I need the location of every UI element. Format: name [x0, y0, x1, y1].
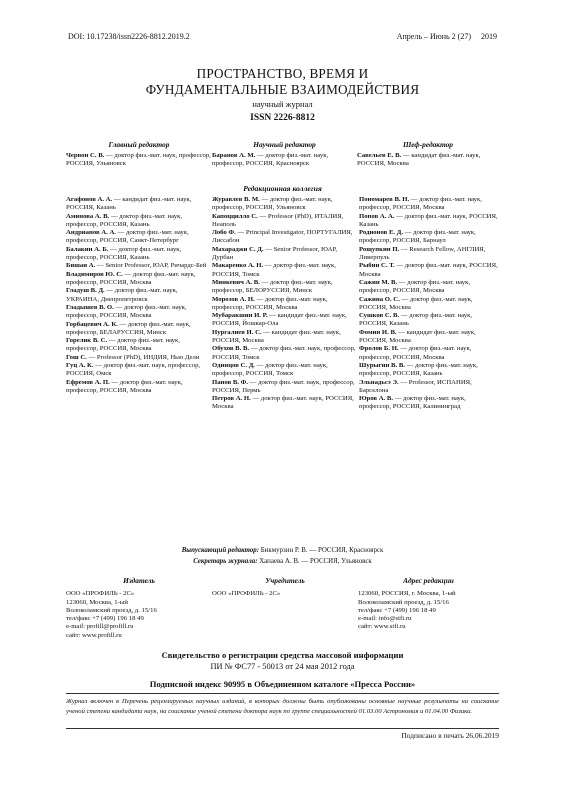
member-desc: — доктор физ.-мат. наук, профессор, РОССИЯ, Казань: [359, 361, 478, 378]
certificate-title: Свидетельство о регистрации средства массовой информации: [161, 650, 404, 660]
member-desc: — Professor, ИСПАНИЯ, Барселона: [359, 378, 472, 394]
board-member: [66, 196, 212, 213]
member-name: Фролов Б. Н.: [359, 345, 399, 353]
board-member: [66, 262, 212, 270]
member-name: Шурыгин В. В.: [359, 361, 405, 369]
member-name: Юров А. В.: [359, 395, 394, 403]
member-desc: — доктор физ.-мат. наук, профессор, РОССИЯ, Москва: [359, 345, 472, 361]
publisher-role: Издатель: [123, 576, 155, 585]
member-name: Рыбин С. Т.: [359, 262, 395, 270]
divider-top: [66, 693, 499, 694]
editor-desc: — кандидат физ.-мат. наук, РОССИЯ, Москва: [357, 152, 481, 168]
member-desc: — доктор физ.-мат. наук, профессор, БЕЛОРУССИЯ, Минск: [212, 278, 333, 295]
editorial-board: [66, 196, 499, 412]
board-member: [359, 246, 499, 263]
board-member: [212, 246, 359, 263]
member-name: Эльнадьсэ Э.: [359, 378, 399, 386]
exec-editor-label: Выпускающий редактор:: [181, 547, 259, 554]
member-desc: — доктор физ.-мат. наук, профессор, РОССИЯ, Москва: [66, 337, 180, 353]
board-member: [212, 362, 359, 379]
editor-desc: — доктор физ.-мат. наук, профессор, РОССИЯ, Ульяновск: [66, 152, 211, 168]
secretary-label: Секретарь журнала:: [193, 558, 258, 565]
journal-issn: ISSN 2226-8812: [250, 113, 315, 123]
member-desc: — доктор физ.-мат. наук, РОССИЯ, Томск: [212, 262, 336, 278]
member-name: Лобо Ф.: [212, 229, 236, 237]
member-desc: — доктор физ.-мат. наук, профессор, РОССИЯ, Казань: [66, 212, 183, 228]
member-desc: — кандидат физ.-мат. наук, РОССИЯ, Москва: [359, 328, 476, 344]
board-member: [212, 395, 359, 412]
board-member: [66, 362, 212, 379]
board-member: [212, 213, 359, 230]
member-desc: — доктор физ.-мат. наук, УКРАИНА, Днепропетровск: [66, 287, 178, 303]
board-member: [359, 229, 499, 246]
member-desc: — Research Fellow, АНГЛИЯ, Ливерпуль: [359, 245, 486, 262]
board-member: [359, 362, 499, 379]
board-member: [359, 213, 499, 230]
member-name: Гладуш В. Д.: [66, 287, 105, 295]
member-name: Махараджи С. Д.: [212, 245, 264, 253]
page-header: [68, 32, 497, 41]
member-name: Рощупкин П.: [359, 245, 400, 253]
member-desc: — доктор физ.-мат. наук, профессор, РОССИЯ, Москва: [66, 378, 183, 394]
secretary-value: Хапаева А. В. — РОССИЯ, Ульяновск: [257, 558, 372, 565]
founder-block: [212, 577, 358, 640]
board-member: [66, 337, 212, 354]
board-member: [359, 196, 499, 213]
member-desc: — доктор физ.-мат. наук, профессор, РОССИЯ, Пермь: [212, 378, 355, 394]
editor-role: Шеф-редактор: [402, 140, 453, 149]
address-email: e-mail: info@stfi.ru: [358, 615, 412, 623]
member-name: Морозов А. Н.: [212, 295, 255, 303]
member-desc: — доктор физ.-мат. наук, профессор, РОССИЯ, Москва: [359, 196, 482, 212]
member-name: Нургалиев И. С.: [212, 328, 262, 336]
member-desc: — Principal Investigator, ПОРТУГАЛИЯ, Лиссабон: [212, 229, 353, 245]
divider-bottom: [66, 728, 499, 729]
board-member: [66, 229, 212, 246]
publisher-block: [66, 577, 212, 640]
board-member: [212, 379, 359, 396]
board-member: [66, 213, 212, 230]
board-member: [66, 321, 212, 338]
board-member: [212, 345, 359, 362]
member-name: Бишаи А.: [66, 262, 96, 270]
address-line: тел/факс +7 (499) 196 18 49: [358, 606, 436, 614]
member-name: Сушков С. В.: [359, 312, 400, 320]
member-name: Обухов В. В.: [212, 345, 250, 353]
member-name: Андрианов А. А.: [66, 229, 116, 237]
member-desc: — доктор физ.-мат. наук, профессор, РОССИЯ, Томск: [212, 345, 356, 361]
member-desc: — доктор физ.-мат. наук, профессор, РОССИЯ, Москва: [212, 295, 328, 311]
board-member: [66, 304, 212, 321]
member-desc: — доктор физ.-мат. наук, профессор, РОССИЯ, Томск: [212, 361, 328, 378]
editors-row: [66, 140, 499, 169]
board-member: [359, 345, 499, 362]
board-member: [66, 379, 212, 396]
science-editor: [212, 140, 357, 169]
exec-editor-value: Бикмурзин Р. В. — РОССИЯ, Красноярск: [259, 547, 384, 554]
member-desc: — кандидат физ.-мат. наук, РОССИЯ, Йошкар-Ола: [212, 312, 347, 328]
member-desc: — доктор физ.-мат. наук, профессор, РОССИЯ, Калининград: [359, 395, 466, 411]
board-column-3: [359, 196, 499, 412]
publisher-line: 123060, Москва, 1-ый: [66, 598, 128, 606]
chief-editor: [357, 140, 499, 169]
vak-note: Журнал включен в Перечень рецензируемых научных изданий, в которых должны быть опубликованы основные научные результаты на соискание ученой степени кандидата наук, на соискание ученой степени доктора наук по группе специальностей 01.03.00 Астрономия и 01.04.00 Физика.: [66, 698, 499, 715]
board-member: [359, 379, 499, 396]
editor-name: Савельев Е. В.: [357, 152, 402, 159]
editor-in-chief: [66, 140, 212, 169]
publishing-info: [66, 577, 499, 640]
board-member: [359, 279, 499, 296]
board-member: [359, 312, 499, 329]
member-desc: — доктор физ.-мат. наук, профессор, РОССИЯ, Ульяновск: [212, 196, 333, 212]
member-name: Ефремов А. П.: [66, 378, 110, 386]
board-column-1: [66, 196, 212, 412]
member-name: Сажин М. В.: [359, 278, 398, 286]
member-name: Владимиров Ю. С.: [66, 270, 123, 278]
board-member: [212, 196, 359, 213]
member-name: Горбацевич А. К.: [66, 320, 118, 328]
founder-role: Учредитель: [265, 576, 305, 585]
doi-text: DOI: 10.17238/issn2226-8812.2019.2: [68, 32, 190, 41]
member-name: Панов В. Ф.: [212, 378, 249, 386]
member-desc: — кандидат физ.-мат. наук, РОССИЯ, Москва: [212, 328, 341, 344]
editor-entry: [357, 152, 499, 169]
member-desc: — доктор физ.-мат. наук, профессор, БЕЛАРУССИЯ, Минск: [66, 320, 191, 336]
board-member: [212, 262, 359, 279]
member-name: Капоццилло С.: [212, 212, 258, 220]
address-line: Волоколамский проезд, д. 15/16: [358, 598, 449, 606]
address-block: [358, 577, 499, 640]
member-desc: — доктор физ.-мат. наук, РОССИЯ, Казань: [359, 312, 472, 328]
member-desc: — Senior Professor, ЮАР, Дурбан: [212, 245, 338, 262]
editor-entry: [66, 152, 212, 169]
journal-title-line2: ФУНДАМЕНТАЛЬНЫЕ ВЗАИМОДЕЙСТВИЯ: [145, 82, 420, 97]
member-name: Гуц А. К.: [66, 362, 94, 370]
member-desc: — доктор физ.-мат. наук, профессор, РОССИЯ, Омск: [66, 362, 201, 378]
subscription-index: Подписной индекс 90995 в Объединенном каталоге «Пресса России»: [149, 679, 416, 689]
board-column-2: [212, 196, 359, 412]
board-member: [66, 246, 212, 263]
board-member: [212, 296, 359, 313]
member-name: Аминова А. В.: [66, 212, 110, 220]
journal-subtitle: научный журнал: [252, 99, 313, 109]
board-member: [359, 262, 499, 279]
board-member: [212, 329, 359, 346]
secretary-line: [0, 558, 565, 565]
board-title: Редакционная коллегия: [243, 184, 322, 193]
member-name: Балакин А. Б.: [66, 245, 109, 253]
member-name: Родионов Е. Д.: [359, 229, 404, 237]
editor-desc: — доктор физ.-мат. наук, профессор, РОССИЯ, Красноярск: [212, 152, 329, 168]
editor-name: Баранов А. М.: [212, 152, 256, 159]
member-desc: — доктор физ.-мат. наук, профессор, РОССИЯ, Казань: [66, 245, 182, 262]
journal-title-line1: ПРОСТРАНСТВО, ВРЕМЯ И: [196, 66, 369, 81]
member-desc: — доктор физ.-мат. наук, профессор, РОССИЯ, Москва: [359, 278, 471, 295]
member-name: Гош С.: [66, 353, 87, 361]
member-desc: — Professor (PhD), ИТАЛИЯ, Неаполь: [212, 212, 344, 228]
member-name: Петров А. Н.: [212, 395, 251, 403]
publisher-line: Волоколамский проезд, д. 15/16: [66, 606, 157, 614]
member-desc: — доктор физ.-мат. наук, профессор, РОССИЯ, Санкт-Петербург: [66, 229, 189, 245]
publisher-line: тел/факс +7 (499) 196 18 49: [66, 615, 144, 623]
member-name: Горелик В. С.: [66, 337, 108, 345]
editor-role: Научный редактор: [253, 140, 316, 149]
address-line: 123060, РОССИЯ, г. Москва, 1-ый: [358, 590, 456, 598]
member-desc: — доктор физ.-мат. наук, профессор, РОССИЯ, Москва: [66, 270, 196, 286]
publisher-email: e-mail: profill@profill.ru: [66, 623, 134, 631]
address-role: Адрес редакции: [403, 576, 454, 585]
member-name: Минкевич А. В.: [212, 278, 260, 286]
member-name: Мубаракшин И. Р.: [212, 312, 268, 320]
member-desc: — доктор физ.-мат. наук, РОССИЯ, Казань: [359, 212, 498, 228]
member-desc: — доктор физ.-мат. наук, профессор, РОССИЯ, Москва: [66, 303, 187, 320]
editor-role: Главный редактор: [108, 140, 170, 149]
board-member: [212, 312, 359, 329]
editor-entry: [212, 152, 357, 169]
member-name: Агафонов А. А.: [66, 196, 113, 203]
member-name: Макаренко А. Н.: [212, 262, 264, 270]
member-desc: — Professor (PhD), ИНДИЯ, Нью Дели: [86, 353, 200, 361]
member-desc: — кандидат физ.-мат. наук, РОССИЯ, Казань: [66, 196, 192, 212]
certificate-number: ПИ № ФС77 - 50013 от 24 мая 2012 года: [210, 662, 355, 671]
issue-text: Апрель – Июнь 2 (27) 2019: [396, 32, 497, 41]
board-member: [212, 279, 359, 296]
member-name: Пономарев В. Н.: [359, 196, 410, 203]
member-name: Сажина О. С.: [359, 295, 400, 303]
board-member: [359, 296, 499, 313]
board-member: [66, 354, 212, 362]
member-desc: — доктор физ.-мат. наук, РОССИЯ, Москва: [359, 262, 498, 278]
founder-line: ООО «ПРОФИЛЬ - 2С»: [212, 590, 281, 598]
member-desc: — доктор физ.-мат. наук, РОССИЯ, Москва: [212, 395, 354, 411]
member-desc: — доктор физ.-мат. наук, профессор, РОССИЯ, Барнаул: [359, 229, 476, 245]
board-member: [66, 271, 212, 288]
member-name: Гладышев В. О.: [66, 303, 114, 311]
publisher-line: ООО «ПРОФИЛЬ - 2С»: [66, 590, 135, 598]
board-member: [212, 229, 359, 246]
board-member: [359, 329, 499, 346]
member-name: Журавлев В. М.: [212, 196, 260, 203]
signed-to-print: Подписано в печать 26.06.2019: [401, 731, 499, 740]
journal-title: [0, 66, 565, 98]
member-desc: — доктор физ.-мат. наук, РОССИЯ, Москва: [359, 295, 473, 311]
editor-name: Червон С. В.: [66, 152, 105, 159]
board-member: [359, 395, 499, 412]
member-desc: — Senior Professor, ЮАР, Ричардс-Бей: [95, 262, 207, 270]
member-name: Попов А. А.: [359, 212, 395, 220]
member-name: Фомин И. В.: [359, 328, 397, 336]
publisher-site: сайт: www.profill.ru: [66, 631, 122, 639]
member-name: Одинцов С. Д.: [212, 361, 255, 369]
exec-editor-line: [0, 547, 565, 554]
address-site: сайт: www.stfi.ru: [358, 623, 406, 631]
board-member: [66, 287, 212, 304]
